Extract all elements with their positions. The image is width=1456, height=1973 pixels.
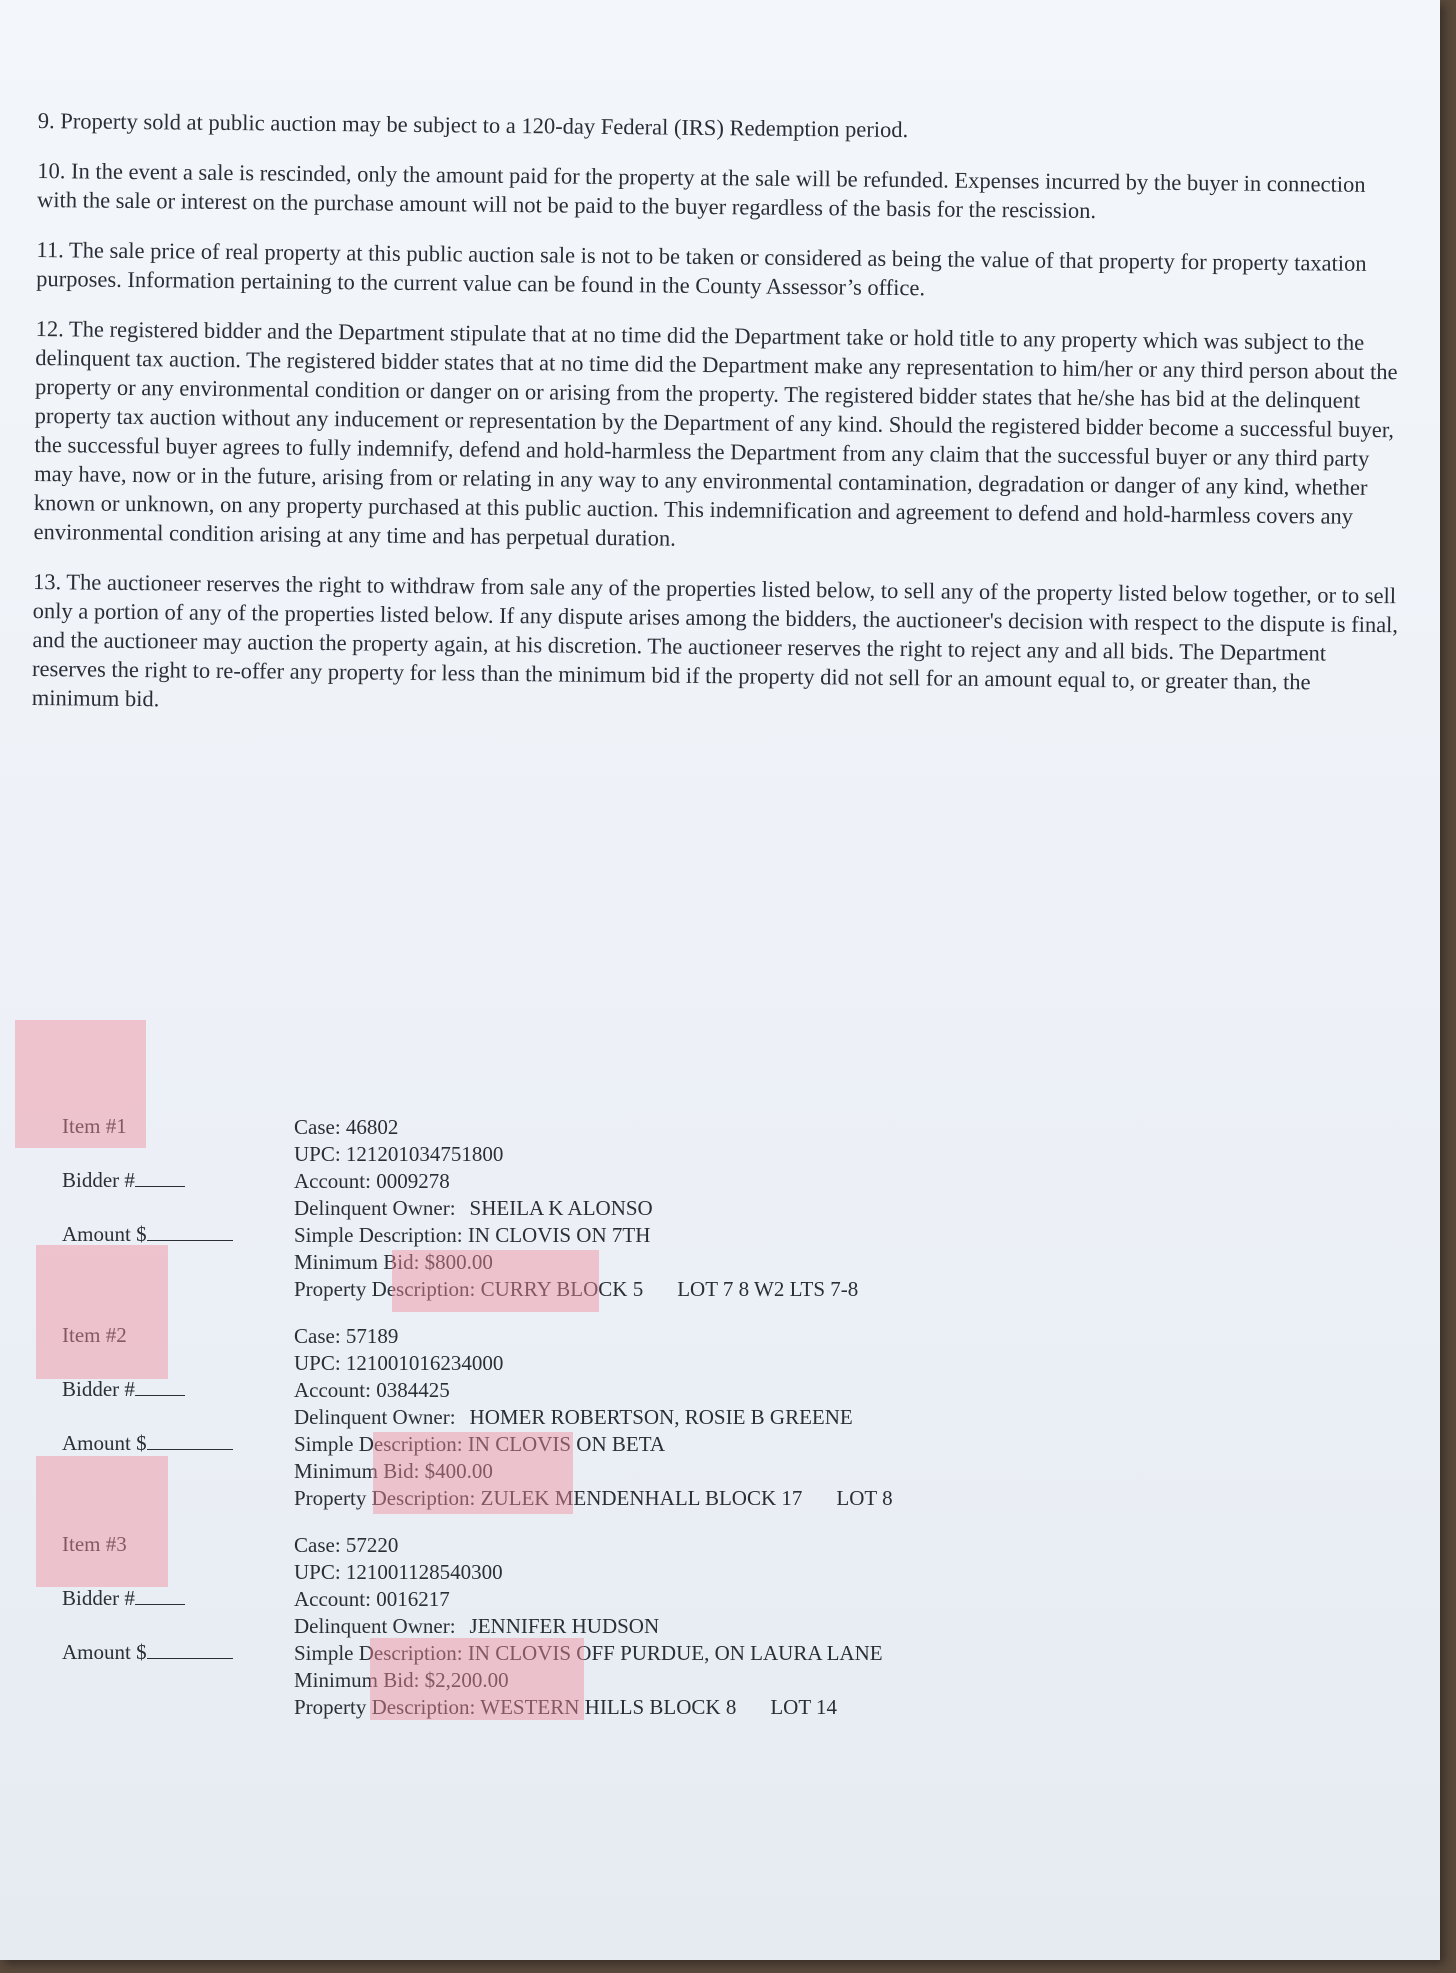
- bidder-blank[interactable]: [135, 1168, 185, 1187]
- minimum-bid: Minimum Bid: $800.00: [294, 1250, 493, 1274]
- case-number: Case: 46802: [294, 1115, 399, 1139]
- bidder-blank[interactable]: [135, 1586, 185, 1605]
- property-description-text: Property Description: WESTERN HILLS BLOCK 8: [294, 1695, 737, 1719]
- delinquent-owner: [294, 1404, 893, 1431]
- amount-field[interactable]: [62, 1431, 233, 1456]
- account: Account: 0009278: [294, 1169, 450, 1193]
- property-description: [294, 1694, 883, 1721]
- owner-name: SHEILA K ALONSO: [469, 1196, 653, 1220]
- item-label: Item #2: [62, 1323, 127, 1347]
- owner-label: Delinquent Owner:: [294, 1614, 456, 1638]
- lot-text: LOT 14: [770, 1695, 838, 1719]
- amount-blank[interactable]: [147, 1431, 233, 1450]
- simple-description: Simple Description: IN CLOVIS OFF PURDUE, ON LAURA LANE: [294, 1641, 883, 1665]
- item-label: Item #1: [62, 1114, 127, 1138]
- item-label: Item #3: [62, 1532, 127, 1556]
- bidder-label: Bidder #: [62, 1586, 135, 1610]
- case-number: Case: 57189: [294, 1324, 399, 1348]
- property-description: [294, 1276, 858, 1303]
- item-details: [294, 1114, 858, 1303]
- bidder-blank[interactable]: [135, 1377, 185, 1396]
- item-details: [294, 1532, 883, 1721]
- owner-label: Delinquent Owner:: [294, 1196, 456, 1220]
- item-details: [294, 1323, 893, 1512]
- minimum-bid: Minimum Bid: $400.00: [294, 1459, 493, 1483]
- lot-text: LOT 7 8 W2 LTS 7-8: [677, 1277, 859, 1301]
- amount-field[interactable]: [62, 1640, 233, 1665]
- case-number: Case: 57220: [294, 1533, 399, 1557]
- amount-label: Amount $: [62, 1640, 147, 1664]
- term-13: 13. The auctioneer reserves the right to withdraw from sale any of the properties listed below, to sell any of the property listed below together, or to sell only a portion of any of the properties listed below. If any dispute arises among the bidders, the auctioneer's decision with respect to the dispute is final, and the auctioneer may auction the property again, at his discretion. The auctioneer reserves the right to reject any and all bids. The Department reserves the right to re-offer any property for less than the minimum bid if the property did not sell for an amount equal to, or greater than, the minimum bid.: [31, 568, 1399, 712]
- term-9: 9. Property sold at public auction may be subject to a 120-day Federal (IRS) Redemption period.: [37, 107, 909, 143]
- upc: UPC: 121201034751800: [294, 1142, 504, 1166]
- amount-field[interactable]: [62, 1222, 233, 1247]
- amount-label: Amount $: [62, 1431, 147, 1455]
- property-description-text: Property Description: CURRY BLOCK 5: [294, 1277, 644, 1301]
- term-11: 11. The sale price of real property at this public auction sale is not to be taken or considered as being the value of that property for property taxation purposes. Information pertaining to the current value can be found in the County Assessor’s office.: [36, 236, 1367, 301]
- bidder-field[interactable]: [62, 1168, 185, 1193]
- owner-label: Delinquent Owner:: [294, 1405, 456, 1429]
- auction-item: [62, 1114, 1262, 1323]
- delinquent-owner: [294, 1613, 883, 1640]
- owner-name: JENNIFER HUDSON: [469, 1614, 660, 1638]
- auction-item: [62, 1323, 1262, 1532]
- amount-blank[interactable]: [147, 1640, 233, 1659]
- bidder-field[interactable]: [62, 1586, 185, 1611]
- bidder-label: Bidder #: [62, 1168, 135, 1192]
- bidder-field[interactable]: [62, 1377, 185, 1402]
- lot-text: LOT 8: [836, 1486, 893, 1510]
- simple-description: Simple Description: IN CLOVIS ON 7TH: [294, 1223, 651, 1247]
- term-12: 12. The registered bidder and the Department stipulate that at no time did the Department take or hold title to any property which was subject to the delinquent tax auction. The registered bidder states that at no time did the Department make any representation to him/her or any third person about the property or any environmental condition or danger on or arising from the property. The registered bidder states that he/she has bid at the delinquent property tax auction without any inducement or representation by the Department of any kind. Should the registered bidder become a successful buyer, the successful buyer agrees to fully indemnify, defend and hold-harmless the Department from any claim that the successful buyer or any third party may have, now or in the future, arising from or relating in any way to any environmental contamination, degradation or danger of any kind, whether known or unknown, on any property purchased at this public auction. This indemnification and agreement to defend and hold-harmless covers any environmental condition arising at any time and has perpetual duration.: [33, 315, 1398, 551]
- upc: UPC: 121001016234000: [294, 1351, 504, 1375]
- owner-name: HOMER ROBERTSON, ROSIE B GREENE: [469, 1405, 853, 1429]
- account: Account: 0384425: [294, 1378, 450, 1402]
- amount-label: Amount $: [62, 1222, 147, 1246]
- terms-section: [31, 106, 1407, 747]
- upc: UPC: 121001128540300: [294, 1560, 503, 1584]
- auction-items-list: [62, 1114, 1262, 1741]
- minimum-bid: Minimum Bid: $2,200.00: [294, 1668, 509, 1692]
- delinquent-owner: [294, 1195, 858, 1222]
- amount-blank[interactable]: [147, 1222, 233, 1241]
- bidder-label: Bidder #: [62, 1377, 135, 1401]
- property-description-text: Property Description: ZULEK MENDENHALL BLOCK 17: [294, 1486, 803, 1510]
- account: Account: 0016217: [294, 1587, 450, 1611]
- simple-description: Simple Description: IN CLOVIS ON BETA: [294, 1432, 666, 1456]
- term-10: 10. In the event a sale is rescinded, only the amount paid for the property at the sale will be refunded. Expenses incurred by the buyer in connection with the sale or interest on the purchase amount will not be paid to the buyer regardless of the basis for the rescission.: [36, 157, 1366, 224]
- auction-item: [62, 1532, 1262, 1741]
- property-description: [294, 1485, 893, 1512]
